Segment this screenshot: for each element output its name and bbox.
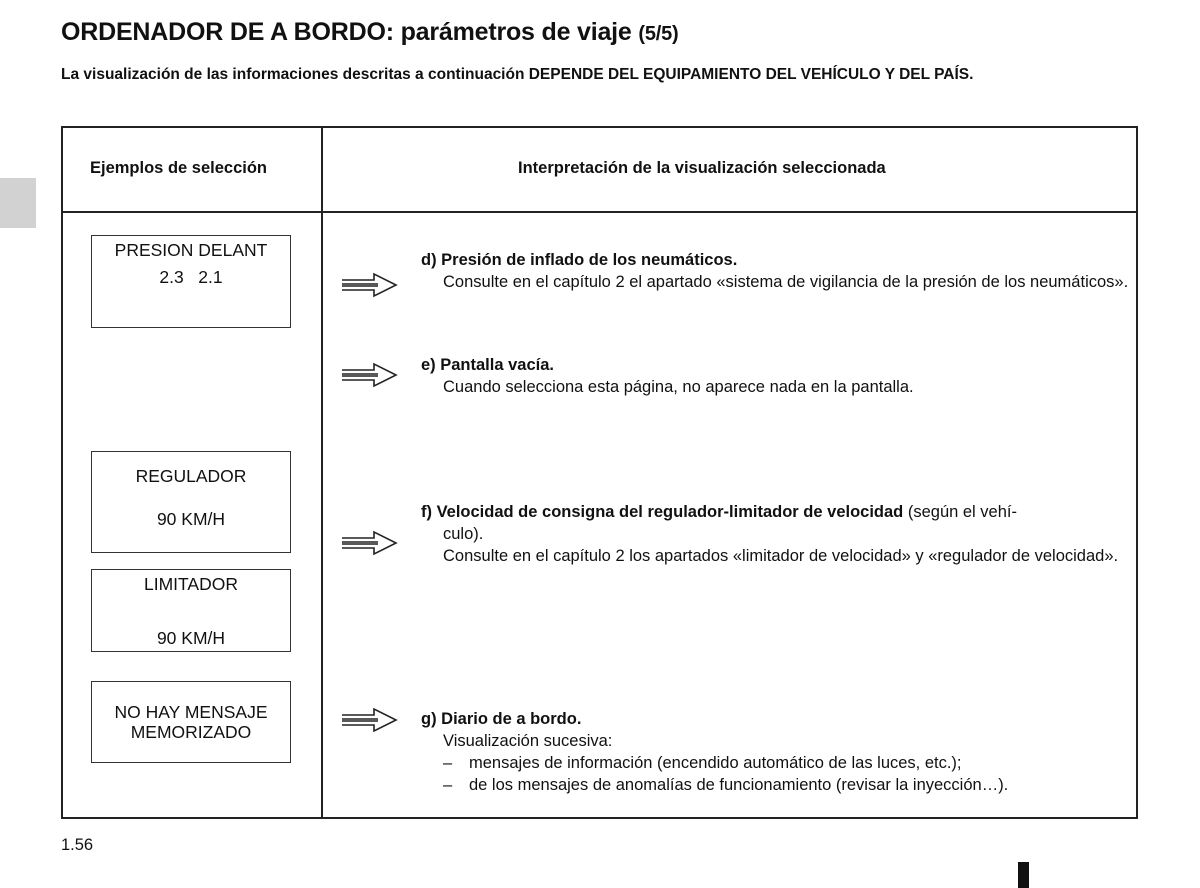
entry-g (421, 708, 1133, 796)
display-line-1: PRESION DELANT (114, 240, 268, 260)
bullet-dash: – (443, 754, 453, 772)
display-line-1: NO HAY MENSAJE (114, 702, 268, 722)
entry-heading-suffix: (según el vehí- (903, 503, 1017, 521)
page-title (61, 18, 679, 47)
display-line-2: 90 KM/H (156, 509, 226, 529)
display-line-2: 90 KM/H (156, 628, 226, 648)
display-example-limiter (91, 569, 291, 652)
entry-body: Cuando selecciona esta página, no aparece nada en la pantalla. (443, 378, 914, 396)
display-example-pressure (91, 235, 291, 328)
double-arrow-icon (340, 271, 400, 299)
entry-heading: f) Velocidad de consigna del regulador-limitador de velocidad (421, 503, 904, 521)
header-divider (63, 211, 1136, 213)
display-example-regulator (91, 451, 291, 553)
page-edge-mark (1018, 862, 1029, 888)
list-item (421, 752, 1133, 774)
double-arrow-icon (340, 529, 400, 557)
list-item (421, 774, 1133, 796)
entry-heading: d) Presión de inflado de los neumáticos. (421, 251, 738, 269)
double-arrow-icon (340, 361, 400, 389)
display-line-1: REGULADOR (135, 466, 247, 486)
entry-heading: e) Pantalla vacía. (421, 356, 554, 374)
display-line-1: LIMITADOR (144, 574, 238, 594)
column-divider (321, 128, 323, 817)
entry-intro: Visualización sucesiva: (443, 732, 613, 750)
display-example-no-message (91, 681, 291, 763)
list-item-text: mensajes de información (encendido automático de las luces, etc.); (469, 754, 962, 772)
section-tab-marker (0, 178, 36, 228)
page-number: 1.56 (61, 836, 94, 854)
double-arrow-icon (340, 706, 400, 734)
page-title-text: ORDENADOR DE A BORDO: parámetros de viaje (61, 18, 632, 46)
display-line-2: 2.3 2.1 (159, 267, 223, 287)
entry-f (421, 501, 1133, 567)
page-subtitle: La visualización de las informaciones descritas a continuación DEPENDE DEL EQUIPAMIENTO DEL VEHÍCULO Y DEL PAÍS. (61, 66, 974, 83)
column-header-interpretation: Interpretación de la visualización seleccionada (518, 159, 886, 177)
entry-d (421, 249, 1133, 293)
display-line-2: MEMORIZADO (130, 722, 252, 742)
entry-heading: g) Diario de a bordo. (421, 710, 582, 728)
bullet-dash: – (443, 776, 453, 794)
column-header-examples: Ejemplos de selección (90, 159, 267, 177)
entry-body: Consulte en el capítulo 2 los apartados «limitador de velocidad» y «regulador de velocidad». (443, 547, 1119, 565)
entry-heading-continuation: culo). (443, 525, 484, 543)
entry-e (421, 354, 1133, 398)
list-item-text: de los mensajes de anomalías de funcionamiento (revisar la inyección…). (469, 776, 1009, 794)
page-part-label: (5/5) (638, 23, 679, 45)
entry-body: Consulte en el capítulo 2 el apartado «sistema de vigilancia de la presión de los neumáticos». (443, 273, 1129, 291)
